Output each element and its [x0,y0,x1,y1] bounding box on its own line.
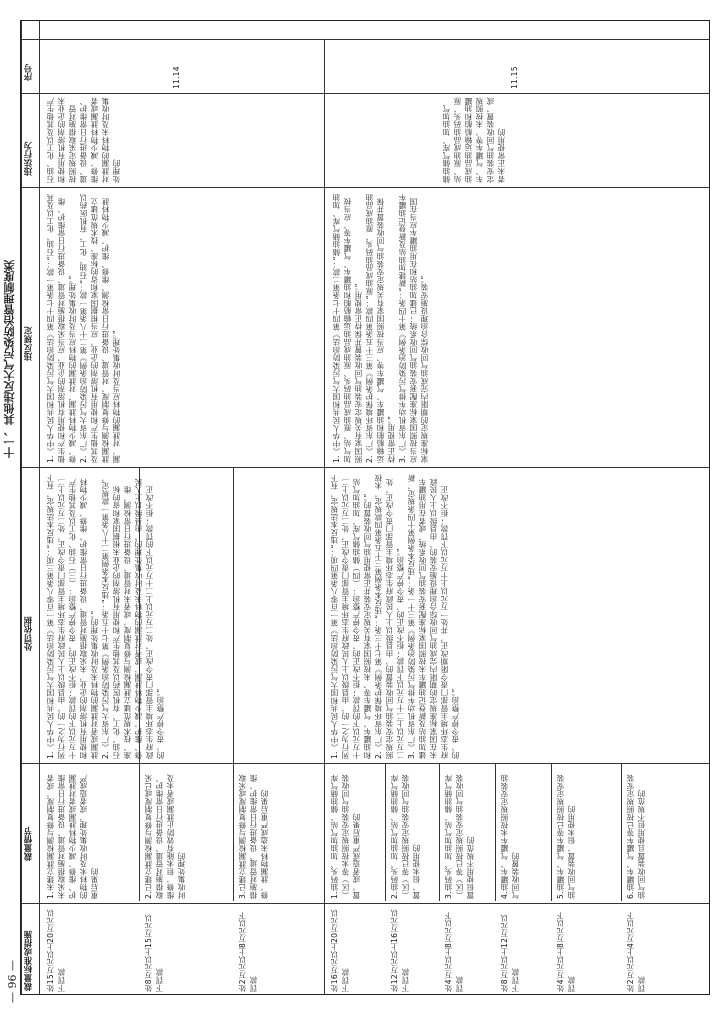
row-11-15-std-3: 处4万元以上8万元以下罚款 [444,911,464,992]
row-11-14-basis: 1.《中华人民共和国大气污染防治法》第一百零八条第三项：“违反本法规定，有下列行为之一的，由县级以上人民政府生态环境主管部门责令改正，处二万元以上二十万元以下的罚款；拒不改正的，责令停产整治：（三）石油、化工以及其他生产和使用有机溶剂的企业，未采取措施对管道、设备进行日常维护、维修，减少物料泄漏或者对泄漏的物料未及时收集处理的。” 2.《广东省大气污染防治条例》第七十五条：“违反本条例第二十八条第一款规定，石油、化工、有机医药以及其他生产和使用有机溶剂的企业未根据国家和省的标准、技术规范建立泄漏检测与修复制度，或者未对管道、设备进行日常检测、维修、维护，减少物料泄漏，或者对泄漏的物料未及时收集处理的，由县级以上人民政府生态环境主管部门责令改正，处二万元以上二十万元以下的罚款；拒不改正的，责令停产整治。” [46,474,165,759]
row-11-15-std-5: 处4万元以上8万元以下罚款 [556,911,576,992]
row-11-14-circ-3: 3.已建立泄漏检测与修复制度或采取措施对管道、设备进行日常维护、维修，泄漏物料未造成严重后果的 [238,774,269,899]
row-11-14-act: 石油、化工以及其他生产和使用有机溶剂的企业未按照规定采取措施对管道、设备进行日常维护、维修，减少物料泄漏或者对泄漏的物料未及时收集处理的 [46,97,121,183]
row-11-15-circ-1: 1.油码头、加油加气站、储油储气库（区）等未按照规定安装油气回收装置，或者造成严重后果的 [330,774,361,899]
row-11-15-std-2: 处12万元以上16万元以下罚款 [390,909,410,992]
row-11-15-rule: 1.《中华人民共和国大气污染防治法》第四十七条第二款：“储油储气库、加油加气站、原油成品油码头、原油成品油运输船舶和油罐车、气罐车等，应当按照国家有关规定安装油气回收装置并保持正常使用。” 2.《广东省环境保护条例》第三十五条第四款：“原油成品油码头、原油成品油运输船舶和油罐车、气罐车等，应当按照国家有关规定安装油气回收装置并保持正常使用。” 3.《广东省机动车排气污染防治条例》第十四条：“新建加油站及新登记油罐车应当按照国家标准配套安装油气回收系统；已建加油站和在用油罐车应当在国家标准规定的期限内完成油气回收综合治理设施安装。” [332,193,429,463]
row-11-15-circ-4: 4.油罐车、气罐车未按照规定安装油气回收装置的 [500,774,520,899]
table-title: 十一、其他违反大气污染防治管理制度类 [3,260,16,458]
row-11-15-circ-5: 5.油罐车、气罐车等已按照规定安装油气回收装置，但未使用的 [556,774,576,899]
row-11-15-std-4: 处8万元以上12万元以下罚款 [500,914,520,992]
row-11-15-basis: 1.《中华人民共和国大气污染防治法》第一百零八条第四项：“违反本法规定，有下列行为之一的，由县级以上人民政府生态环境主管部门责令改正，处二万元以上二十万元以下的罚款；拒不改正的，责令停产整治：（四）储油储气库、加油加气站和油罐车、气罐车等，未按照国家有关规定安装并正常使用油气回收装置的。” 2.《广东省环境保护条例》第七十三条：“违反本条例第三十五条第四款规定，未按照规定安装油气回收装置的，由县级以上人民政府生态环境主管部门责令改正，处二万元以上二十万元以下罚款；拒不改正的，责令停产整治。” 3.《广东省机动车排气污染防治条例》第三十一条：“违反本条例第十四条规定，新建加油站及新登记油罐车未按照国家标准配套安装油气回收系统，或者在用油罐车未在国家标准规定的期限内完成油气回收综合治理设施安装的，由县级以上人民政府生态环境主管部门责令限期改正，并处一万元以上十万元以下罚款；拒不改正的，责令停产整治。” [330,474,460,759]
header-circ: 裁量情节 [24,826,34,861]
header-seq: 序号 [24,63,34,81]
row-11-15-std-6: 处2万元以上4万元以下罚款 [626,911,646,992]
row-11-14-std-3: 处2万元以上8万元以下罚款 [238,911,258,992]
header-basis: 处罚依据 [24,616,34,651]
row-11-15-circ-3: 3.油码头、加油加气站、储油储气库（区）等已按照规定安装油气回收装置但使用不规范的 [444,774,475,899]
page-number: — 96 — [6,960,19,1003]
row-11-14-circ-1: 1.未建立泄漏检测与修复制度，或者未采取措施对管道、设备进行日常维护、维修，减少物料泄漏或者对泄漏的物料未及时收集处理，或者造成严重后果的 [46,774,99,899]
row-11-14-circ-2: 2.已建立泄漏检测与修复制度或已采取措施对管道、设备进行日常维护、维修，但未能有效防止泄漏或者未及时收集处理的 [144,774,186,899]
row-11-15-circ-2: 2.油码头、加油加气站、储油储气库（区）等已按照规定安装油气回收装置，但未使用的 [390,774,421,899]
row-11-15-std-1: 处16万元以上20万元以下罚款 [330,909,350,992]
header-rule: 违反规定 [24,326,34,361]
penalty-table [20,20,710,995]
row-11-14-seq: 11.14 [172,66,181,89]
header-act: 违法行为 [24,141,34,176]
header-std: 裁量标准或措施 [24,930,34,991]
row-11-15-seq: 11.15 [510,66,519,89]
row-11-14-std-1: 处15万元以上20万元以下罚款 [46,909,66,992]
row-11-15-circ-6: 6.油罐车、气罐车等已按照规定安装油气回收装置且使用但不规范的 [626,774,646,899]
row-11-14-rule: 1.《中华人民共和国大气污染防治法》第四十七条第一款：“石油、化工以及其他生产和使用有机溶剂的企业，应当采取措施对管道、设备进行日常维护、维修，减少物料泄漏，对泄漏的物料应当及时收集处理。” 2.《广东省大气污染防治条例》第二十八条第一款：“石油、化工、有机医药以及其他生产和使用有机溶剂的企业，应当根据国家和省的标准、技术规范建立泄漏检测与修复制度，对管道、设备进行日常检测、维修、维护，减少物料泄漏，对泄漏的物料应当及时收集处理。” [46,193,121,463]
row-11-14-std-2: 处8万元以上15万元以下罚款 [144,914,164,992]
row-11-15-act: 储油储气库、加油加气站、原油成品油码头、原油成品油运输船舶和油罐车、气罐车等，未按照规定安装油气回收装置，或者未正常使用的 [442,97,506,183]
